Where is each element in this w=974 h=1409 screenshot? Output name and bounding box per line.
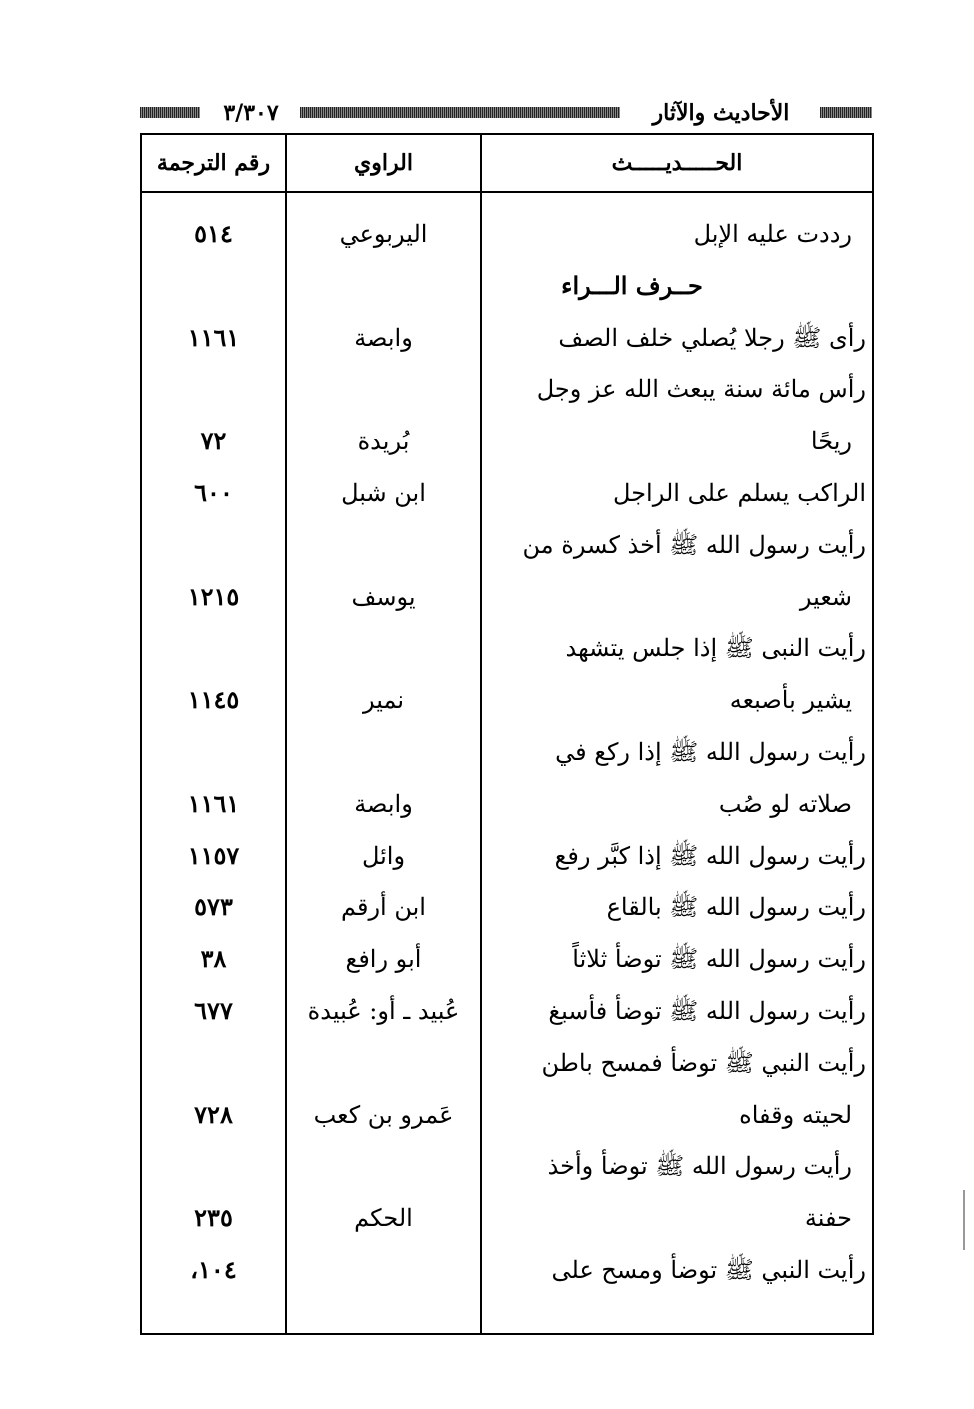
biography-number: ٧٢ xyxy=(200,426,227,455)
rawi-name: أبو رافع xyxy=(345,945,422,973)
biography-number: ٦٧٧ xyxy=(194,996,233,1025)
hadith-text: رأيت النبي ﷺ توضأ فمسح باطن xyxy=(541,1049,866,1077)
biography-number: ١١٦١ xyxy=(187,323,240,352)
header-ornament-right xyxy=(820,107,872,118)
rawi-name: عُبيد ـ أو: عُبيدة xyxy=(307,997,460,1025)
hadith-text: رأيت رسول الله ﷺ إذا كبَّر رفع xyxy=(554,842,866,870)
hadith-text: رأيت رسول الله ﷺ بالقاع xyxy=(606,893,866,921)
rawi-name: وابصة xyxy=(354,324,413,352)
hadith-text: رأيت النبى ﷺ إذا جلس يتشهد xyxy=(565,634,866,662)
scan-artifact xyxy=(963,1190,965,1250)
book-title: الأحاديث والآثار xyxy=(652,100,790,126)
rawi-name: نمير xyxy=(362,686,405,714)
hadith-text: رأيت رسول الله ﷺ أخذ كسرة من xyxy=(522,531,866,559)
biography-number: ٦٠٠ xyxy=(194,478,233,507)
rawi-name: عَمرو بن كعب xyxy=(313,1101,454,1129)
rawi-name: الحكم xyxy=(354,1204,413,1232)
page-number: ٣/٣٠٧ xyxy=(223,100,279,126)
header-ornament-middle xyxy=(300,107,620,118)
column-header-rawi: الراوي xyxy=(354,150,413,176)
hadith-text: رأيت رسول الله ﷺ إذا ركع في xyxy=(555,738,866,766)
hadith-text: حفنة xyxy=(804,1204,852,1232)
hadith-text: صلاته لو صُب xyxy=(718,790,852,818)
rawi-name: بُريدة xyxy=(357,427,410,455)
page-header xyxy=(140,98,872,128)
rawi-name: ابن شبل xyxy=(341,479,426,507)
hadith-text: رأيت النبي ﷺ توضأ ومسح على xyxy=(551,1256,866,1284)
biography-number: ٧٢٨ xyxy=(194,1100,233,1129)
hadith-text: ريحًا xyxy=(810,427,852,455)
biography-number: ٢٣٥ xyxy=(194,1203,233,1232)
biography-number: ١٠٤، xyxy=(190,1255,237,1284)
hadith-text: رأيت رسول الله ﷺ توضأ وأخذ xyxy=(547,1152,852,1180)
column-header-number: رقم الترجمة xyxy=(156,150,271,176)
hadith-text: رأيت رسول الله ﷺ توضأ فأسبغ xyxy=(548,997,866,1025)
rawi-name: وابصة xyxy=(354,790,413,818)
header-divider xyxy=(142,191,872,193)
biography-number: ٥١٤ xyxy=(194,219,233,248)
hadith-text: شعير xyxy=(799,583,852,611)
biography-number: ١١٦١ xyxy=(187,789,240,818)
hadith-text: رأى ﷺ رجلا يُصلي خلف الصف xyxy=(558,324,866,352)
rawi-name: وائل xyxy=(361,842,406,870)
hadith-text: الراكب يسلم على الراجل xyxy=(613,479,866,507)
hadith-text: رأيت رسول الله ﷺ توضأ ثلاثاً xyxy=(572,945,866,973)
biography-number: ١٢١٥ xyxy=(187,582,240,611)
hadith-text: رأس مائة سنة يبعث الله عز وجل xyxy=(536,375,866,403)
biography-number: ١١٥٧ xyxy=(187,841,240,870)
hadith-text: رددت عليه الإبل xyxy=(693,220,852,248)
biography-number: ٣٨ xyxy=(200,944,227,973)
hadith-text: لحيته وقفاه xyxy=(739,1101,852,1129)
biography-number: ١١٤٥ xyxy=(187,685,240,714)
biography-number: ٥٧٣ xyxy=(194,892,233,921)
rawi-name: يوسف xyxy=(351,583,416,611)
column-header-hadith: الحـــــديـــــث xyxy=(611,150,743,176)
rawi-name: ابن أرقم xyxy=(341,893,426,921)
rawi-name: اليربوعي xyxy=(339,220,428,248)
section-heading: حــرف الـــراء xyxy=(561,271,703,300)
hadith-text: يشير بأصبعه xyxy=(729,686,852,714)
header-ornament-left xyxy=(140,107,200,118)
index-table xyxy=(140,133,874,1335)
